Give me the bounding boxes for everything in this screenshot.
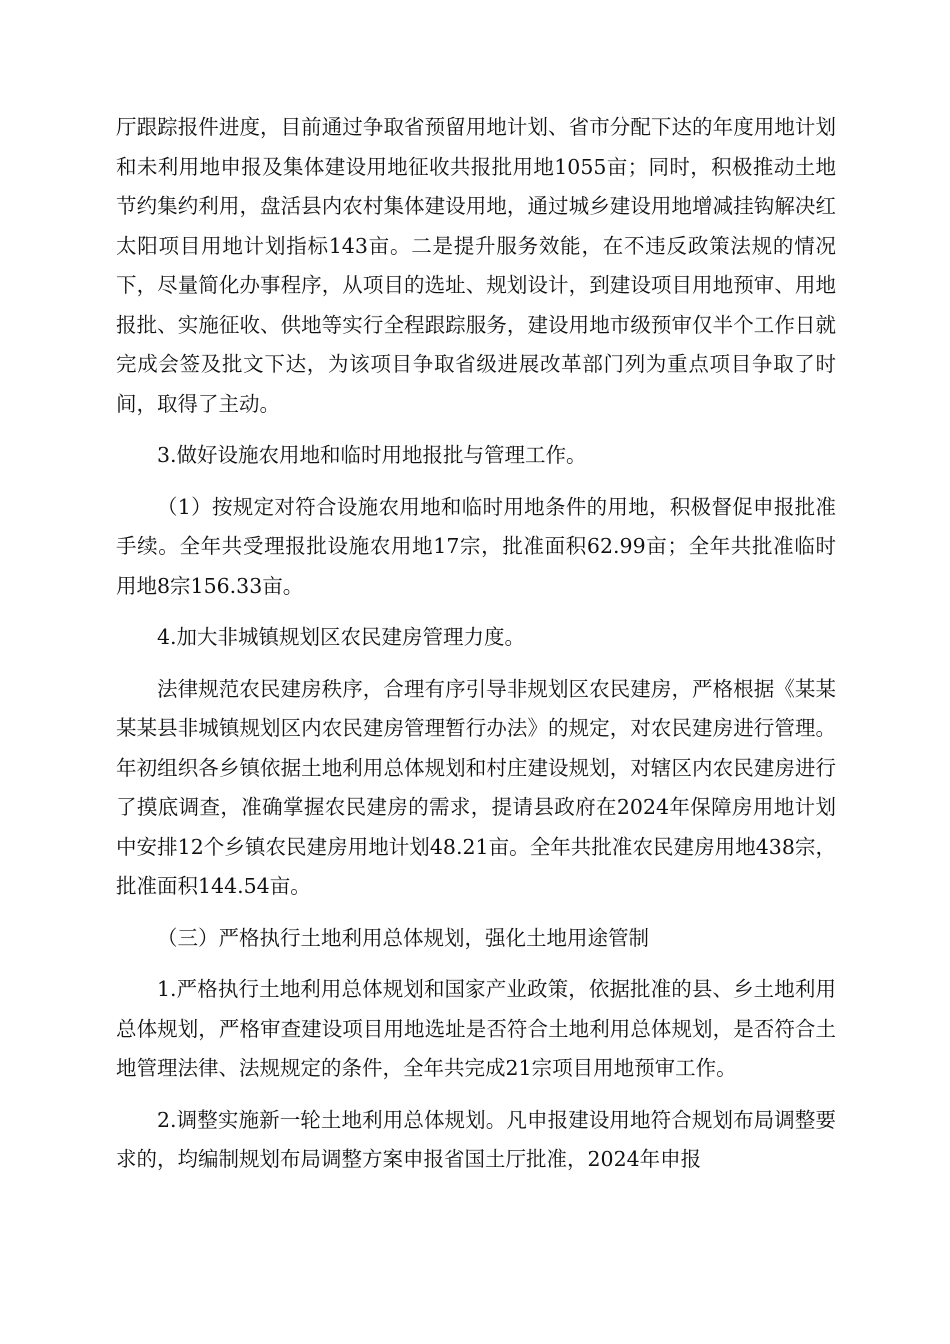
paragraph-planning-adjustment: 2.调整实施新一轮土地利用总体规划。凡申报建设用地符合规划布局调整要求的，均编制规划布局调整方案申报省国土厅批准，2024年申报 bbox=[116, 1107, 836, 1171]
document-body bbox=[116, 108, 836, 1180]
heading-rural-housing-management: 4.加大非城镇规划区农民建房管理力度。 bbox=[157, 625, 526, 649]
heading-facility-agricultural-land: 3.做好设施农用地和临时用地报批与管理工作。 bbox=[157, 443, 587, 467]
paragraph-facility-land-approvals: （1）按规定对符合设施农用地和临时用地条件的用地，积极督促申报批准手续。全年共受理报批设施农用地17宗，批准面积62.99亩；全年共批准临时用地8宗156.33亩。 bbox=[116, 494, 836, 598]
paragraph-planning-enforcement: 1.严格执行土地利用总体规划和国家产业政策，依据批准的县、乡土地利用总体规划，严格审查建设项目用地选址是否符合土地利用总体规划，是否符合土地管理法律、法规规定的条件，全年共完成21宗项目用地预审工作。 bbox=[116, 977, 836, 1080]
section-heading-land-use-planning: （三）严格执行土地利用总体规划，强化土地用途管制 bbox=[157, 925, 649, 950]
paragraph-rural-housing-details: 法律规范农民建房秩序，合理有序引导非规划区农民建房，严格根据《某某某某县非城镇规划区内农民建房管理暂行办法》的规定，对农民建房进行管理。年初组织各乡镇依据土地利用总体规划和村庄建设规划，对辖区内农民建房进行了摸底调查，准确掌握农民建房的需求，提请县政府在2024年保障房用地计划中安排12个乡镇农民建房用地计划48.21亩。全年共批准农民建房用地438宗，批准面积144.54亩。 bbox=[116, 676, 836, 898]
paragraph-continued-land-approval: 厅跟踪报件进度，目前通过争取省预留用地计划、省市分配下达的年度用地计划和未利用地申报及集体建设用地征收共报批用地1055亩；同时，积极推动土地节约集约利用，盘活县内农村集体建设用地，通过城乡建设用地增减挂钩解决红太阳项目用地计划指标143亩。二是提升服务效能，在不违反政策法规的情况下，尽量简化办事程序，从项目的选址、规划设计，到建设项目用地预审、用地报批、实施征收、供地等实行全程跟踪服务，建设用地市级预审仅半个工作日就完成会签及批文下达，为该项目争取省级进展改革部门列为重点项目争取了时间，取得了主动。 bbox=[116, 115, 836, 416]
